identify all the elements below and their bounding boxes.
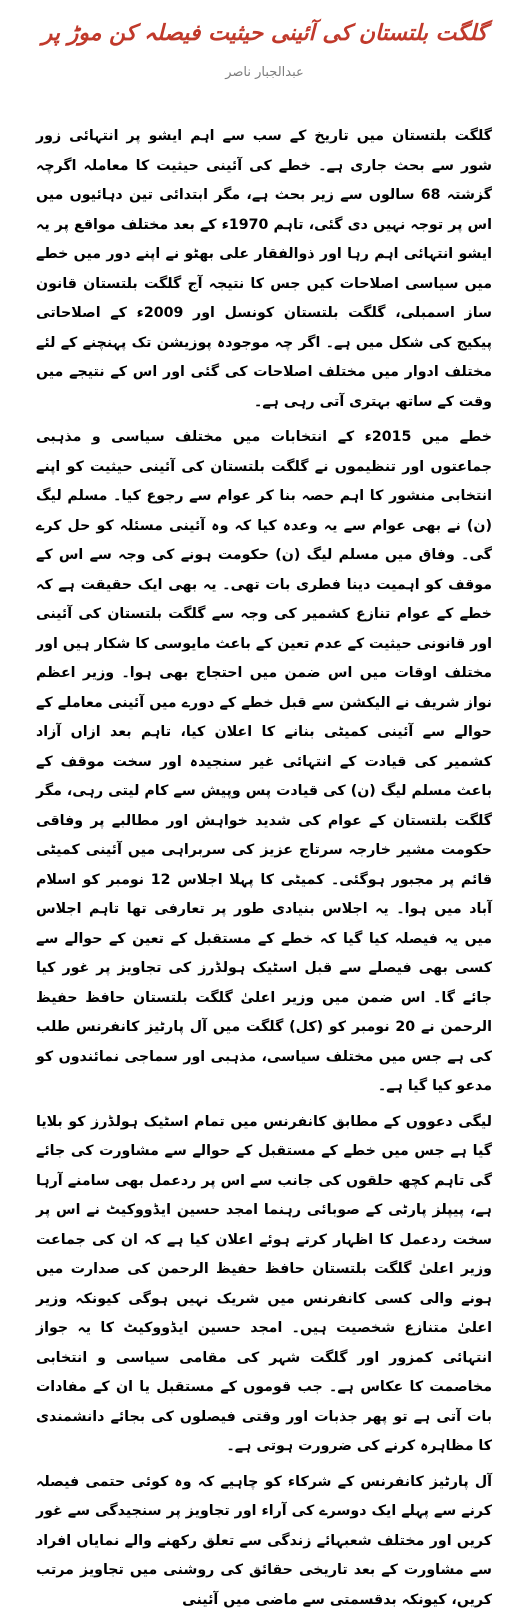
article-paragraph: گلگت بلتستان میں تاریخ کے سب سے اہم ایشو پر انتہائی زور شور سے بحث جاری ہے۔ خطے کی آئینی حیثیت کا معاملہ اگرچہ گزشتہ 68 سالوں سے زیر بحث ہے، مگر ابتدائی تین دہائیوں میں اس پر توجہ نہیں دی گئی، تاہم 1970ء کے بعد مختلف مواقع پر یہ ایشو انتہائی اہم رہا اور ذوالفقار علی بھٹو نے اپنے دور میں خطے میں سیاسی اصلاحات کیں جس کا نتیجہ آج گلگت بلتستان قانون ساز اسمبلی، گلگت بلتستان کونسل اور 2009ء کے اصلاحاتی پیکیج کی شکل میں ہے۔ اگر چہ موجودہ پوزیشن تک پہنچنے کے لئے مختلف ادوار میں مختلف اصلاحات کی گئی اور اس کے نتیجے میں وقت کے ساتھ بہتری آتی رہی ہے۔ (36, 128, 493, 410)
article-paragraph: لیگی دعووں کے مطابق کانفرنس میں تمام اسٹیک ہولڈرز کو بلایا گیا ہے جس میں خطے کے مستقبل کے حوالے سے مشاورت کی جائے گی تاہم کچھ حلقوں کی جانب سے اس پر ردعمل بھی سامنے آرہا ہے، پیپلز پارٹی کے صوبائی رہنما امجد حسین ایڈووکیٹ نے اس پر سخت ردعمل کا اظہار کرتے ہوئے اعلان کیا ہے کہ ان کی جماعت وزیر اعلیٰ گلگت بلتستان حافظ حفیظ الرحمن کی صدارت میں ہونے والی کسی کانفرنس میں شریک نہیں ہوگی کیونکہ وزیر اعلیٰ متنازع شخصیت ہیں۔ امجد حسین ایڈووکیٹ کا یہ جواز انتہائی کمزور اور گلگت شہر کی مقامی سیاسی و انتخابی مخاصمت کا عکاس ہے۔ جب قوموں کے مستقبل یا ان کے مفادات بات آتی ہے تو پھر جذبات اور وقتی فیصلوں کی بجائے دانشمندی کا مظاہرہ کرنے کی ضرورت ہوتی ہے۔ (36, 1113, 492, 1454)
article-title: گلگت بلتستان کی آئینی حیثیت فیصلہ کن موڑ پر (41, 21, 488, 46)
article-paragraph: خطے میں 2015ء کے انتخابات میں مختلف سیاسی و مذہبی جماعتوں اور تنظیموں نے گلگت بلتستان کی آئینی حیثیت کو اپنے انتخابی منشور کا اہم حصہ بنا کر عوام سے رجوع کیا۔ مسلم لیگ (ن) نے بھی عوام سے یہ وعدہ کیا کہ وہ آئینی مسئلہ کو حل کرے گی۔ وفاق میں مسلم لیگ (ن) حکومت ہونے کی وجہ سے اس کے موقف کو اہمیت دینا فطری بات تھی۔ یہ بھی ایک حقیقت ہے کہ خطے کے عوام تنازع کشمیر کی وجہ سے گلگت بلتستان کی آئینی اور قانونی حیثیت کے عدم تعین کے باعث مایوسی کا شکار ہیں اور مختلف اوقات میں اس ضمن میں احتجاج بھی ہوا۔ وزیر اعظم نواز شریف نے الیکشن سے قبل خطے کے دورے میں آئینی معاملے کے حوالے سے آئینی کمیٹی بنانے کا اعلان کیا، تاہم بعد ازاں آزاد کشمیر کی قیادت کے انتہائی غیر سنجیدہ اور سخت موقف کے باعث مسلم لیگ (ن) کی قیادت پس وپیش سے کام لیتی رہی، مگر گلگت بلتستان کے عوام کی شدید خواہش اور مطالبے پر وفاقی حکومت مشیر خارجہ سرتاج عزیز کی سربراہی میں آئینی کمیٹی قائم پر مجبور ہوگئی۔ کمیٹی کا پہلا اجلاس 12 نومبر کو اسلام آباد میں ہوا۔ یہ اجلاس بنیادی طور پر تعارفی تھا تاہم اجلاس میں یہ فیصلہ کیا گیا کہ خطے کے مستقبل کے تعین کے حوالے سے کسی بھی فیصلے سے قبل اسٹیک ہولڈرز کی تجاویز پر غور کیا جائے گا۔ اس ضمن میں وزیر اعلیٰ گلگت بلتستان حافظ حفیظ الرحمن نے 20 نومبر کو (کل) گلگت میں آل پارٹیز کانفرنس طلب کی ہے جس میں مختلف سیاسی، مذہبی اور سماجی نمائندوں کو مدعو کیا گیا ہے۔ (36, 429, 492, 1094)
article-body (36, 122, 492, 1617)
article-author: عبدالجبار ناصر (225, 65, 304, 80)
article-paragraph: آل پارٹیز کانفرنس کے شرکاء کو چاہیے کہ وہ کوئی حتمی فیصلہ کرنے سے پہلے ایک دوسرے کی آراء اور تجاویز پر سنجیدگی سے غور کریں اور مختلف شعبہائے زندگی سے تعلق رکھنے والے نمایاں افراد سے مشاورت کے بعد تاریخی حقائق کی روشنی میں تجاویز مرتب کریں، کیونکہ بدقسمتی سے ماضی میں آئینی (36, 1473, 492, 1608)
